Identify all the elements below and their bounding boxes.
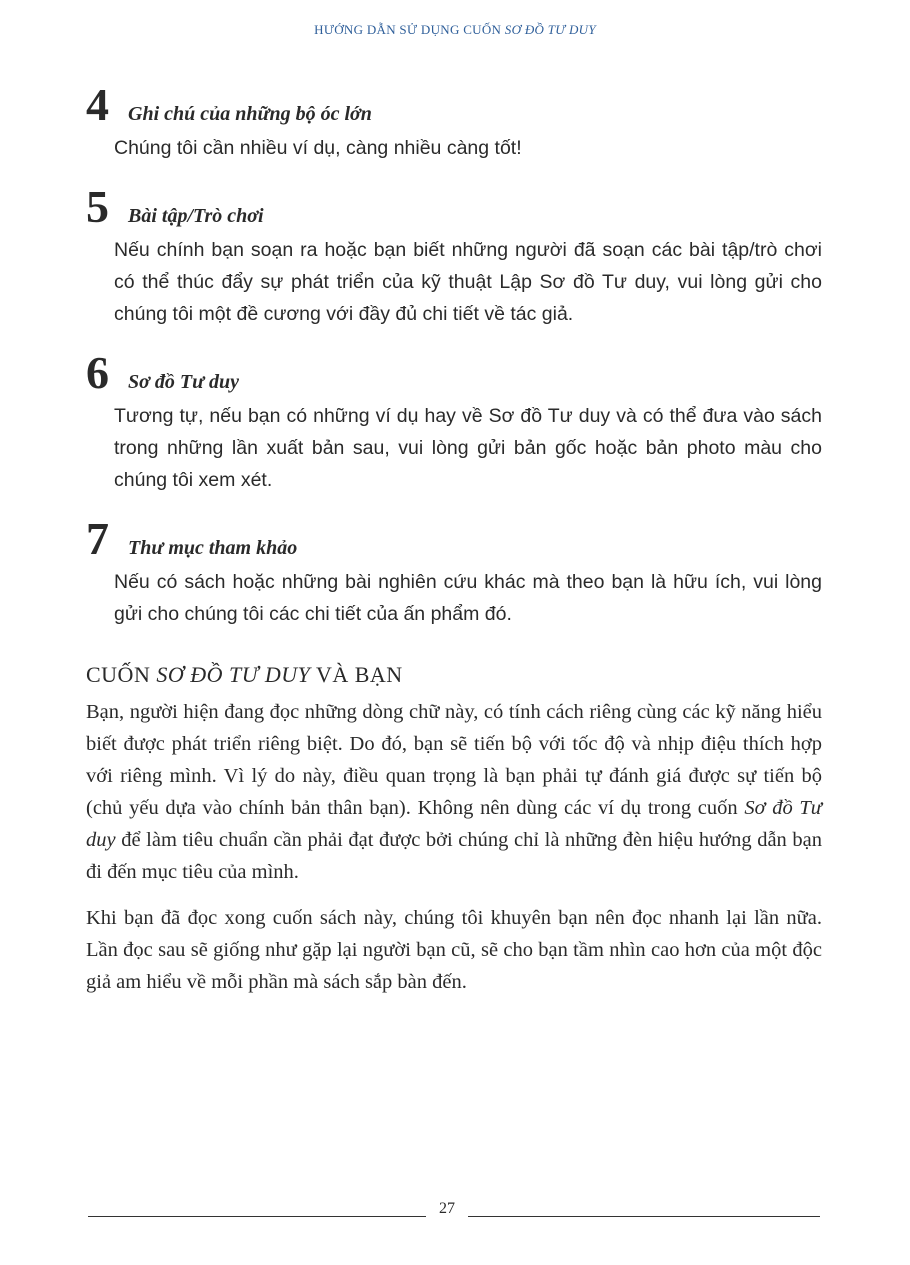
section-title: Sơ đồ Tư duy — [128, 371, 240, 393]
footer-rule-right — [468, 1216, 820, 1217]
running-header-book-title: SƠ ĐỒ TƯ DUY — [504, 22, 596, 37]
footer-rule-left — [88, 1216, 426, 1217]
section-heading — [86, 348, 822, 398]
section-5 — [86, 182, 822, 330]
subheading-book-title: SƠ ĐỒ TƯ DUY — [156, 662, 311, 687]
section-body: Nếu có sách hoặc những bài nghiên cứu khác mà theo bạn là hữu ích, vui lòng gửi cho chúng tôi các chi tiết của ấn phẩm đó. — [114, 571, 822, 625]
section-6 — [86, 348, 822, 496]
section-title: Bài tập/Trò chơi — [128, 205, 264, 227]
paragraph-2: Khi bạn đã đọc xong cuốn sách này, chúng tôi khuyên bạn nên đọc nhanh lại lần nữa. Lần đọc sau sẽ giống như gặp lại người bạn cũ, sẽ cho bạn tầm nhìn cao hơn của một độc giả am hiểu về mỗi phần mà sách sắp bàn đến. — [86, 907, 822, 993]
running-header-text: HƯỚNG DẪN SỬ DỤNG CUỐN — [314, 22, 505, 37]
section-number: 6 — [86, 347, 109, 398]
section-heading — [86, 514, 822, 564]
page-number: 27 — [439, 1200, 455, 1217]
page-footer — [88, 1200, 820, 1224]
page-content — [86, 80, 822, 998]
section-4 — [86, 80, 822, 164]
paragraph-1-part-a: Bạn, người hiện đang đọc những dòng chữ này, có tính cách riêng cùng các kỹ năng hiểu biết được phát triển riêng biệt. Do đó, bạn sẽ tiến bộ với tốc độ và nhịp điệu thích hợp với riêng mình. Vì lý do này, điều quan trọng là bạn phải tự đánh giá được sự tiến bộ (chủ yếu dựa vào chính bản thân bạn). Không nên dùng các ví dụ trong cuốn — [86, 701, 822, 819]
section-title: Thư mục tham khảo — [128, 537, 298, 559]
section-body: Chúng tôi cần nhiều ví dụ, càng nhiều càng tốt! — [114, 137, 522, 159]
section-number: 4 — [86, 79, 109, 130]
paragraph-1 — [86, 696, 822, 888]
section-heading — [86, 182, 822, 232]
chapter-subheading — [86, 662, 822, 688]
section-number: 5 — [86, 181, 109, 232]
section-title: Ghi chú của những bộ óc lớn — [128, 103, 372, 125]
running-header — [0, 22, 910, 38]
subheading-prefix: CUỐN — [86, 662, 157, 687]
section-heading — [86, 80, 822, 130]
section-number: 7 — [86, 513, 109, 564]
paragraph-1-part-b: để làm tiêu chuẩn cần phải đạt được bởi chúng chỉ là những đèn hiệu hướng dẫn bạn đi đến mục tiêu của mình. — [86, 829, 822, 883]
paragraph-1-book-title: Sơ đồ Tư duy — [86, 797, 822, 851]
subheading-suffix: VÀ BẠN — [310, 662, 403, 687]
section-body: Nếu chính bạn soạn ra hoặc bạn biết những người đã soạn các bài tập/trò chơi có thể thúc đẩy sự phát triển của kỹ thuật Lập Sơ đồ Tư duy, vui lòng gửi cho chúng tôi một đề cương với đầy đủ chi tiết về tác giả. — [114, 239, 822, 325]
section-body: Tương tự, nếu bạn có những ví dụ hay về Sơ đồ Tư duy và có thể đưa vào sách trong những lần xuất bản sau, vui lòng gửi bản gốc hoặc bản photo màu cho chúng tôi xem xét. — [114, 405, 822, 491]
section-7 — [86, 514, 822, 630]
